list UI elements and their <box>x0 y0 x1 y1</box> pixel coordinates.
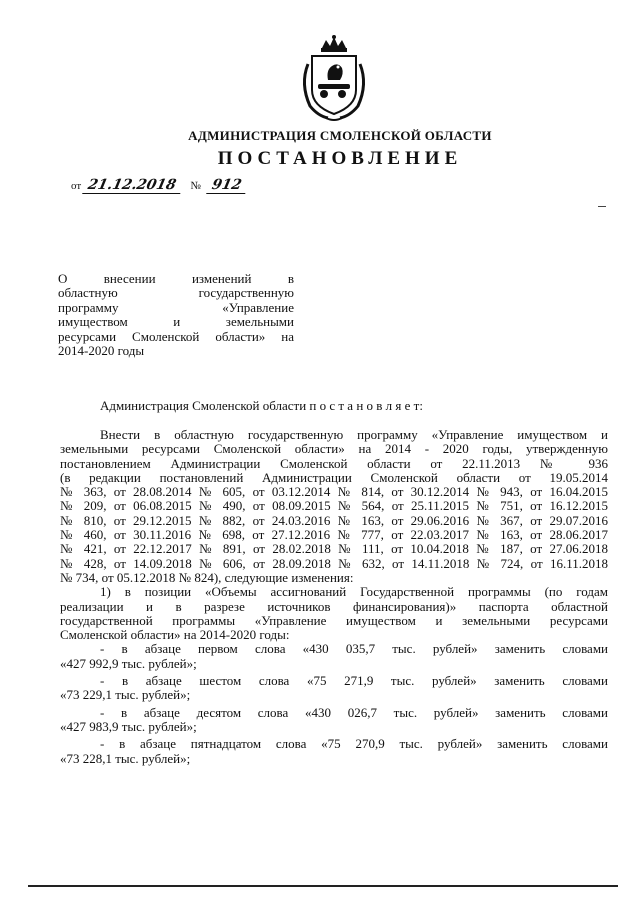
body-line: 1) в позиции «Объемы ассигнований Государственной программы (по годам <box>100 585 608 600</box>
coat-of-arms-emblem <box>298 34 370 122</box>
body-line: «73 228,1 тыс. рублей»; <box>60 751 191 766</box>
body-line: № 363, от 28.08.2014 № 605, от 03.12.2014 № 814, от 30.12.2014 № 943, от 16.04.2015 <box>60 485 608 500</box>
body-line: № 209, от 06.08.2015 № 490, от 08.09.2015 № 564, от 25.11.2015 № 751, от 16.12.2015 <box>60 499 608 514</box>
organization-title: АДМИНИСТРАЦИЯ СМОЛЕНСКОЙ ОБЛАСТИ <box>188 128 492 143</box>
number-prefix: № <box>190 180 201 192</box>
bottom-rule <box>28 885 618 887</box>
body-line: № 421, от 22.12.2017 № 891, от 28.02.2018 № 111, от 10.04.2018 № 187, от 27.06.2018 <box>60 542 608 557</box>
number-value: 912 <box>206 177 249 194</box>
subject-block <box>58 272 294 358</box>
body-line: (в редакции постановлений Администрации Смоленской области от 19.05.2014 <box>60 470 608 485</box>
subject-line: ресурсами Смоленской области» на <box>58 328 294 344</box>
body-line: Смоленской области» на 2014-2020 годы: <box>60 628 290 643</box>
date-value: 21.12.2018 <box>82 177 183 194</box>
subject-line: 2014-2020 годы <box>58 343 145 359</box>
body-line: «427 992,9 тыс. рублей»; <box>60 656 197 671</box>
body-line: № 734, от 05.12.2018 № 824), следующие изменения: <box>60 570 354 585</box>
subject-line: областную государственную <box>58 285 294 301</box>
body-line: - в абзаце шестом слова «75 271,9 тыс. рублей» заменить словами <box>100 674 608 689</box>
body-line: «427 983,9 тыс. рублей»; <box>60 719 197 734</box>
subject-line: О внесении изменений в <box>58 271 294 286</box>
body-line: - в абзаце первом слова «430 035,7 тыс. рублей» заменить словами <box>100 642 608 657</box>
document-type-title: ПОСТАНОВЛЕНИЕ <box>217 148 463 169</box>
body-line: № 810, от 29.12.2015 № 882, от 24.03.2016 № 163, от 29.06.2016 № 367, от 29.07.2016 <box>60 513 608 528</box>
margin-mark <box>598 206 606 207</box>
body-line: государственной программы «Управление имуществом и земельными ресурсами <box>60 613 608 628</box>
body-line: № 428, от 14.09.2018 № 606, от 28.09.2018 № 632, от 14.11.2018 № 724, от 16.11.2018 <box>60 556 608 571</box>
body-line: Внести в областную государственную программу «Управление имуществом и <box>100 428 608 442</box>
body-text <box>60 428 608 766</box>
subject-line: имуществом и земельными <box>58 314 294 330</box>
body-line: - в абзаце десятом слова «430 026,7 тыс. рублей» заменить словами <box>100 705 608 720</box>
body-line: № 460, от 30.11.2016 № 698, от 27.12.2016 № 777, от 22.03.2017 № 163, от 28.06.2017 <box>60 528 608 543</box>
date-number-line <box>71 177 247 194</box>
body-line: реализации и в разрезе источников финансирования)» паспорта областной <box>60 599 608 614</box>
date-prefix: от <box>71 180 82 192</box>
subject-line: программу «Управление <box>58 299 294 315</box>
body-line: - в абзаце пятнадцатом слова «75 270,9 тыс. рублей» заменить словами <box>100 737 608 752</box>
body-line: постановлением Администрации Смоленской области от 22.11.2013 № 936 <box>60 456 608 471</box>
body-line: земельными ресурсами Смоленской области» на 2014 - 2020 годы, утвержденную <box>60 442 608 457</box>
resolve-statement: Администрация Смоленской области п о с т а н о в л я е т: <box>100 398 423 413</box>
body-line: «73 229,1 тыс. рублей»; <box>60 688 191 703</box>
